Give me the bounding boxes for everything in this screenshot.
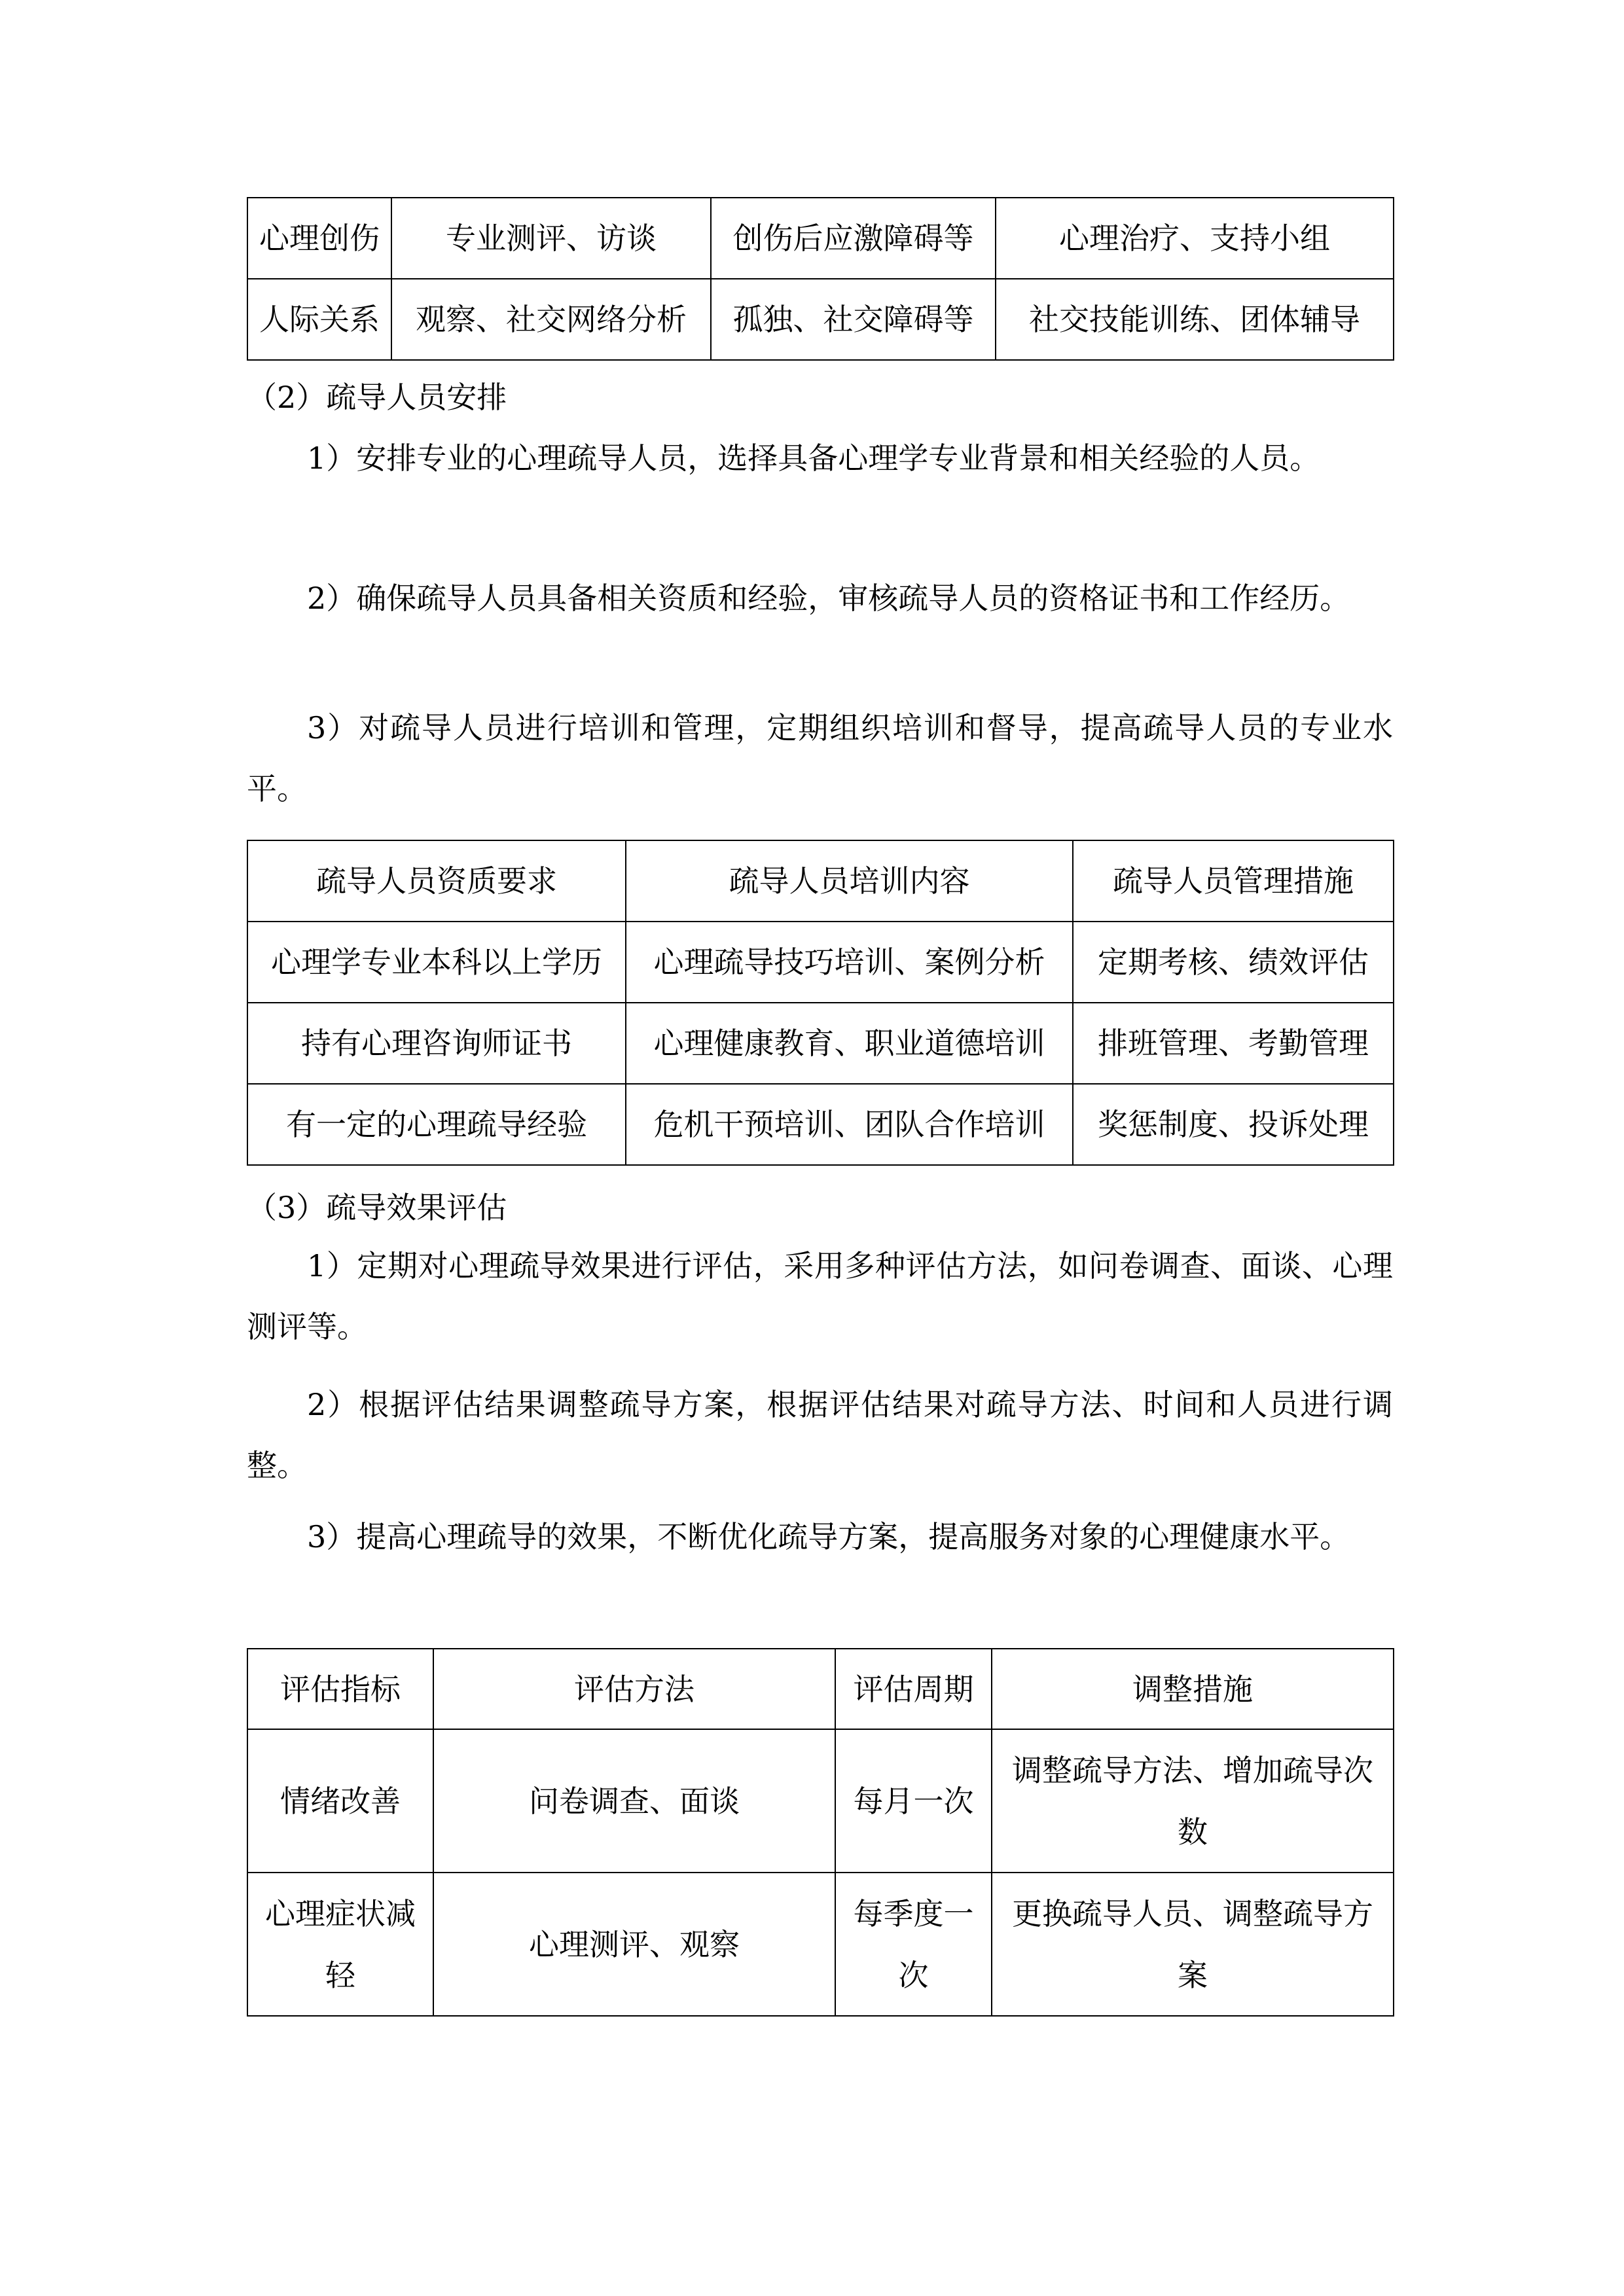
table-cell: 社交技能训练、团体辅导 (996, 279, 1394, 360)
table-cell: 持有心理咨询师证书 (247, 1003, 626, 1084)
table-row (247, 198, 1394, 279)
table-cell: 危机干预培训、团队合作培训 (626, 1084, 1073, 1165)
table-header-cell: 调整措施 (992, 1649, 1394, 1729)
section-heading: （3）疏导效果评估 (247, 1190, 507, 1225)
paragraph: 2）根据评估结果调整疏导方案，根据评估结果对疏导方法、时间和人员进行调整。 (247, 1387, 1393, 1483)
paragraph: 1）定期对心理疏导效果进行评估，采用多种评估方法，如问卷调查、面谈、心理测评等。 (247, 1248, 1393, 1344)
paragraph: 3）提高心理疏导的效果，不断优化疏导方案，提高服务对象的心理健康水平。 (307, 1519, 1350, 1554)
table-cell: 情绪改善 (247, 1729, 433, 1873)
table-cell: 专业测评、访谈 (391, 198, 711, 279)
table-header-cell: 疏导人员资质要求 (247, 840, 626, 922)
table-header-cell: 疏导人员管理措施 (1073, 840, 1394, 922)
table-cell: 每月一次 (835, 1729, 992, 1873)
table-cell: 定期考核、绩效评估 (1073, 922, 1394, 1003)
table-cell: 创伤后应激障碍等 (711, 198, 996, 279)
table-cell: 心理症状减轻 (247, 1873, 433, 2016)
table-row (247, 922, 1394, 1003)
table-header-cell: 疏导人员培训内容 (626, 840, 1073, 922)
assessment-continuation-table (247, 197, 1394, 361)
table-header-cell: 评估指标 (247, 1649, 433, 1729)
table-cell: 心理测评、观察 (433, 1873, 835, 2016)
table-cell: 排班管理、考勤管理 (1073, 1003, 1394, 1084)
paragraph: 1）安排专业的心理疏导人员，选择具备心理学专业背景和相关经验的人员。 (307, 440, 1320, 476)
table-cell: 每季度一次 (835, 1873, 992, 2016)
table-row (247, 279, 1394, 360)
table-cell: 心理疏导技巧培训、案例分析 (626, 922, 1073, 1003)
table-header-row (247, 1649, 1394, 1729)
table-cell: 人际关系 (247, 279, 391, 360)
section-heading: （2）疏导人员安排 (247, 380, 507, 415)
table-cell: 调整疏导方法、增加疏导次数 (992, 1729, 1394, 1873)
paragraph: 3）对疏导人员进行培训和管理，定期组织培训和督导，提高疏导人员的专业水平。 (247, 710, 1393, 806)
table-cell: 心理治疗、支持小组 (996, 198, 1394, 279)
table-cell: 更换疏导人员、调整疏导方案 (992, 1873, 1394, 2016)
table-row (247, 1873, 1394, 2016)
table-cell: 心理学专业本科以上学历 (247, 922, 626, 1003)
table-row (247, 1729, 1394, 1873)
table-cell: 孤独、社交障碍等 (711, 279, 996, 360)
table-cell: 心理健康教育、职业道德培训 (626, 1003, 1073, 1084)
table-cell: 问卷调查、面谈 (433, 1729, 835, 1873)
table-header-row (247, 840, 1394, 922)
evaluation-table (247, 1648, 1394, 2017)
staff-arrangement-table (247, 840, 1394, 1166)
table-cell: 观察、社交网络分析 (391, 279, 711, 360)
table-cell: 奖惩制度、投诉处理 (1073, 1084, 1394, 1165)
paragraph: 2）确保疏导人员具备相关资质和经验，审核疏导人员的资格证书和工作经历。 (307, 581, 1350, 616)
table-row (247, 1003, 1394, 1084)
table-row (247, 1084, 1394, 1165)
table-header-cell: 评估周期 (835, 1649, 992, 1729)
table-header-cell: 评估方法 (433, 1649, 835, 1729)
table-cell: 心理创伤 (247, 198, 391, 279)
table-cell: 有一定的心理疏导经验 (247, 1084, 626, 1165)
